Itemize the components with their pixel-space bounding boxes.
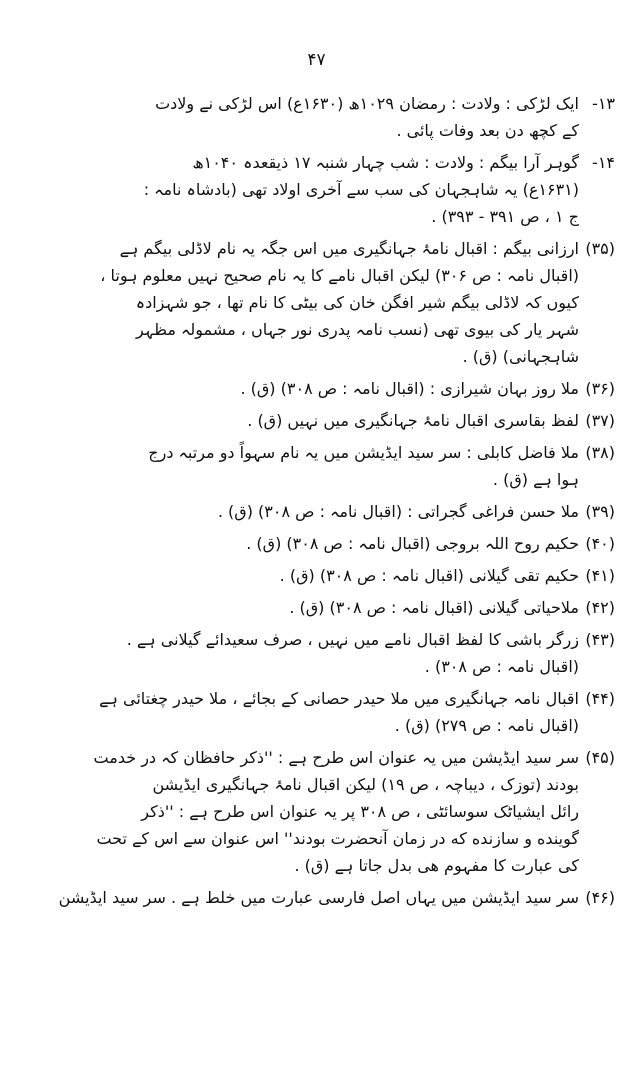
note-number: ۱۳- bbox=[592, 94, 615, 113]
note-number: (۳۹) bbox=[585, 502, 615, 521]
note-line: ج ۱ ، ص ۳۹۱ - ۳۹۳) . bbox=[431, 207, 579, 226]
note-number: (۴۱) bbox=[585, 566, 615, 585]
note-line: ملاحیاتی گیلانی (اقبال نامہ : ص ۳۰۸) (ق) . bbox=[289, 598, 579, 617]
note-line: لفظ بقاسری اقبال نامۂ جہانگیری میں نہیں (ق) . bbox=[247, 411, 579, 430]
note-line: (اقبال نامہ : ص ۳۰۸) . bbox=[424, 657, 579, 676]
note-entry bbox=[18, 626, 615, 680]
note-line: ملا فاضل کابلی : سر سید ایڈیشن میں یہ نام سہواً دو مرتبہ درج bbox=[148, 443, 579, 462]
note-number: (۴۴) bbox=[585, 689, 615, 708]
note-entry bbox=[18, 498, 615, 525]
note-line: شہر یار کی بیوی تھی (نسب نامہ پدری نور جہاں ، مشمولہ مظہر bbox=[136, 320, 579, 339]
note-number: (۴۰) bbox=[585, 534, 615, 553]
note-line: سر سید ایڈیشن میں یہاں اصل فارسی عبارت میں خلط ہے . سر سید ایڈیشن bbox=[58, 888, 579, 907]
page-number: ۴۷ bbox=[307, 50, 326, 70]
note-line: کیوں کہ لاڈلی بیگم شیر افگن خان کی بیٹی کا نام تھا ، جو شہزادہ bbox=[135, 293, 579, 312]
note-number: (۳۵) bbox=[585, 239, 615, 258]
notes-content bbox=[18, 90, 615, 916]
note-number: (۳۶) bbox=[585, 379, 615, 398]
note-entry bbox=[18, 884, 615, 911]
note-number: (۴۲) bbox=[585, 598, 615, 617]
note-line: اقبال نامہ جہانگیری میں ملا حیدر حصانی کے بجائے ، ملا حیدر چغتائی ہے bbox=[99, 689, 579, 708]
note-number: ۱۴- bbox=[592, 153, 615, 172]
note-line: گوینده و سازنده که در زمان آنحضرت بودند'' اس عنوان سے اس کے تحت bbox=[96, 829, 579, 848]
note-line: شاہجہانی) (ق) . bbox=[462, 347, 579, 366]
note-line: ملا حسن فراغی گجراتی : (اقبال نامہ : ص ۳۰۸) (ق) . bbox=[217, 502, 579, 521]
note-entry bbox=[18, 562, 615, 589]
note-entry bbox=[18, 235, 615, 370]
note-number: (۳۷) bbox=[585, 411, 615, 430]
note-line: (اقبال نامہ : ص ۲۷۹) (ق) . bbox=[394, 716, 579, 735]
note-line: ملا روز بہان شیرازی : (اقبال نامہ : ص ۳۰۸) (ق) . bbox=[240, 379, 579, 398]
note-line: حکیم روح اللہ بروجی (اقبال نامہ : ص ۳۰۸) (ق) . bbox=[246, 534, 579, 553]
note-line: کے کچھ دن بعد وفات پائی . bbox=[396, 121, 579, 140]
note-number: (۴۳) bbox=[585, 630, 615, 649]
note-entry bbox=[18, 407, 615, 434]
note-entry bbox=[18, 149, 615, 230]
note-entry bbox=[18, 375, 615, 402]
note-line: ایک لڑکی : ولادت : رمضان ۱۰۲۹ھ (۱۶۳۰ع) اس لڑکی نے ولادت bbox=[155, 94, 579, 113]
note-number: (۴۵) bbox=[585, 748, 615, 767]
note-entry bbox=[18, 530, 615, 557]
note-line: ہوا ہے (ق) . bbox=[492, 470, 579, 489]
note-number: (۴۶) bbox=[585, 888, 615, 907]
note-line: گوہر آرا بیگم : ولادت : شب چہار شنبہ ۱۷ ذیقعدہ ۱۰۴۰ھ bbox=[192, 153, 579, 172]
note-entry bbox=[18, 744, 615, 879]
note-line: زرگر باشی کا لفظ اقبال نامے میں نہیں ، صرف سعیدائے گیلانی ہے . bbox=[126, 630, 579, 649]
note-line: (اقبال نامہ : ص ۳۰۶) لیکن اقبال نامے کا یہ نام صحیح نہیں معلوم ہوتا ، bbox=[100, 266, 579, 285]
note-line: بودند (توزک ، دیباچہ ، ص ۱۹) لیکن اقبال نامۂ جہانگیری ایڈیشن bbox=[152, 775, 579, 794]
note-number: (۳۸) bbox=[585, 443, 615, 462]
note-line: (۱۶۳۱ع) یہ شاہجہان کی سب سے آخری اولاد تھی (بادشاہ نامہ : bbox=[143, 180, 579, 199]
note-line: رائل ایشیاٹک سوسائٹی ، ص ۳۰۸ پر یہ عنوان اس طرح ہے : ''ذکر bbox=[141, 802, 579, 821]
note-line: ارزانی بیگم : اقبال نامۂ جہانگیری میں اس جگہ یہ نام لاڈلی بیگم ہے bbox=[119, 239, 579, 258]
note-entry bbox=[18, 594, 615, 621]
note-line: سر سید ایڈیشن میں یہ عنوان اس طرح ہے : ''ذکر حافظان کہ در خدمت bbox=[93, 748, 579, 767]
note-entry bbox=[18, 90, 615, 144]
note-line: کی عبارت کا مفہوم ھی بدل جاتا ہے (ق) . bbox=[294, 856, 579, 875]
note-entry bbox=[18, 439, 615, 493]
note-line: حکیم تقی گیلانی (اقبال نامہ : ص ۳۰۸) (ق) . bbox=[279, 566, 579, 585]
note-entry bbox=[18, 685, 615, 739]
